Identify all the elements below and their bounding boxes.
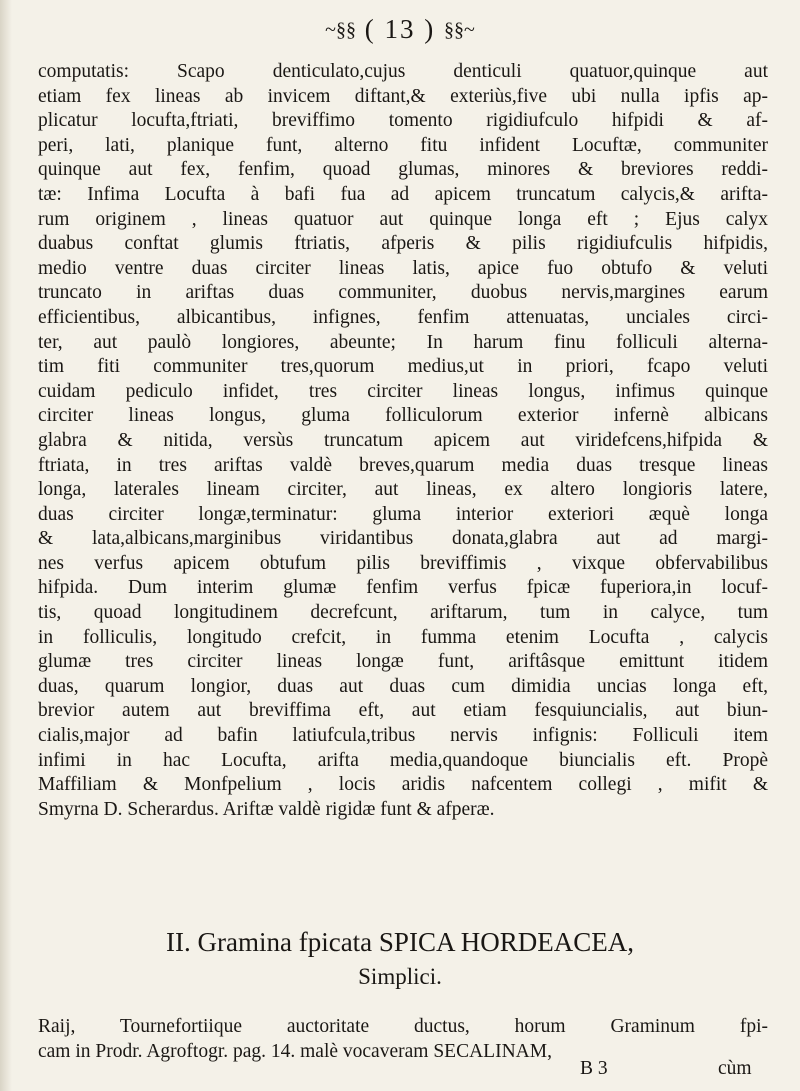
text-line: Maffiliam & Monfpelium , locis aridis nafcentem collegi , mifit & xyxy=(38,774,768,796)
text-line: ter, aut paulò longiores, abeunte; In harum finu folliculi alterna- xyxy=(38,331,768,353)
paragraph-1 xyxy=(38,60,768,822)
text-line: circiter lineas longus, gluma folliculorum exterior infernè albicans xyxy=(38,405,768,427)
text-line: peri, lati, planique funt, alterno fitu infident Locuftæ, communiter xyxy=(38,134,768,156)
text-line: & lata,albicans,marginibus viridantibus donata,glabra aut ad margi- xyxy=(38,528,768,550)
text-line: medio ventre duas circiter lineas latis, apice fuo obtufo & veluti xyxy=(38,257,768,279)
text-line: duabus conftat glumis ftriatis, afperis & pilis rigidiufculis hifpidis, xyxy=(38,233,768,255)
text-line: etiam fex lineas ab invicem diftant,& exteriùs,five ubi nulla ipfis ap- xyxy=(38,85,768,107)
text-line: computatis: Scapo denticulato,cujus denticuli quatuor,quinque aut xyxy=(38,61,768,82)
text-line: Smyrna D. Scherardus. Ariftæ valdè rigidæ funt & afperæ. xyxy=(38,798,495,820)
text-line: Raij, Tournefortiique auctoritate ductus, horum Graminum fpi- xyxy=(38,1016,768,1037)
text-line: longa, laterales lineam circiter, aut lineas, ex altero longioris latere, xyxy=(38,479,768,501)
text-line: glabra & nitida, versùs truncatum apicem aut viridefcens,hifpida & xyxy=(38,429,768,451)
text-line: glumæ tres circiter lineas longæ funt, ariftâsque emittunt itidem xyxy=(38,651,768,673)
text-line: cialis,major ad bafin latiufcula,tribus nervis infignis: Folliculi item xyxy=(38,725,768,747)
text-line: truncato in ariftas duas communiter, duobus nervis,margines earum xyxy=(38,282,768,304)
text-line: hifpida. Dum interim glumæ fenfim verfus fpicæ fuperiora,in locuf- xyxy=(38,577,768,599)
text-line: cam in Prodr. Agroftogr. pag. 14. malè vocaveram SECALINAM, xyxy=(38,1040,552,1062)
signature-mark: B 3 xyxy=(580,1058,608,1079)
section-heading: II. Gramina fpicata SPICA HORDEACEA, xyxy=(166,927,634,957)
text-line: duas circiter longæ,terminatur: gluma interior exteriori æquè longa xyxy=(38,503,768,525)
page-header xyxy=(0,14,800,45)
text-line: rum originem , lineas quatuor aut quinque longa eft ; Ejus calyx xyxy=(38,208,768,230)
catchword: cùm xyxy=(718,1058,752,1079)
text-line: tæ: Infima Locufta à bafi fua ad apicem truncatum calycis,& arifta- xyxy=(38,183,768,205)
paragraph-2 xyxy=(38,1015,768,1064)
text-line: quinque aut fex, fenfim, quoad glumas, minores & breviores reddi- xyxy=(38,159,768,181)
text-line: duas, quarum longior, duas aut duas cum dimidia uncias longa eft, xyxy=(38,675,768,697)
text-line: brevior autem aut breviffima eft, aut etiam fesquiuncialis, aut biun- xyxy=(38,700,768,722)
ornament-left: ~§§ xyxy=(325,19,356,41)
text-line: nes verfus apicem obtufum pilis breviffimis , vixque obfervabilibus xyxy=(38,552,768,574)
section-subheading: Simplici. xyxy=(358,964,442,989)
page-number: ( 13 ) xyxy=(364,14,436,44)
ornament-right: §§~ xyxy=(443,19,475,41)
text-line: infimi in hac Locufta, arifta media,quandoque biuncialis eft. Propè xyxy=(38,749,768,771)
text-line: cuidam pediculo infidet, tres circiter lineas longus, infimus quinque xyxy=(38,380,768,402)
text-line: tim fiti communiter tres,quorum medius,ut in priori, fcapo veluti xyxy=(38,356,768,378)
text-line: tis, quoad longitudinem decrefcunt, ariftarum, tum in calyce, tum xyxy=(38,602,768,624)
text-line: ftriata, in tres ariftas valdè breves,quarum media duas tresque lineas xyxy=(38,454,768,476)
text-line: plicatur locufta,ftriati, breviffimo tomento rigidiufculo hifpidi & af- xyxy=(38,110,768,132)
text-line: efficientibus, albicantibus, infignes, fenfim attenuatas, unciales circi- xyxy=(38,306,768,328)
text-line: in folliculis, longitudo crefcit, in fumma etenim Locufta , calycis xyxy=(38,626,768,648)
